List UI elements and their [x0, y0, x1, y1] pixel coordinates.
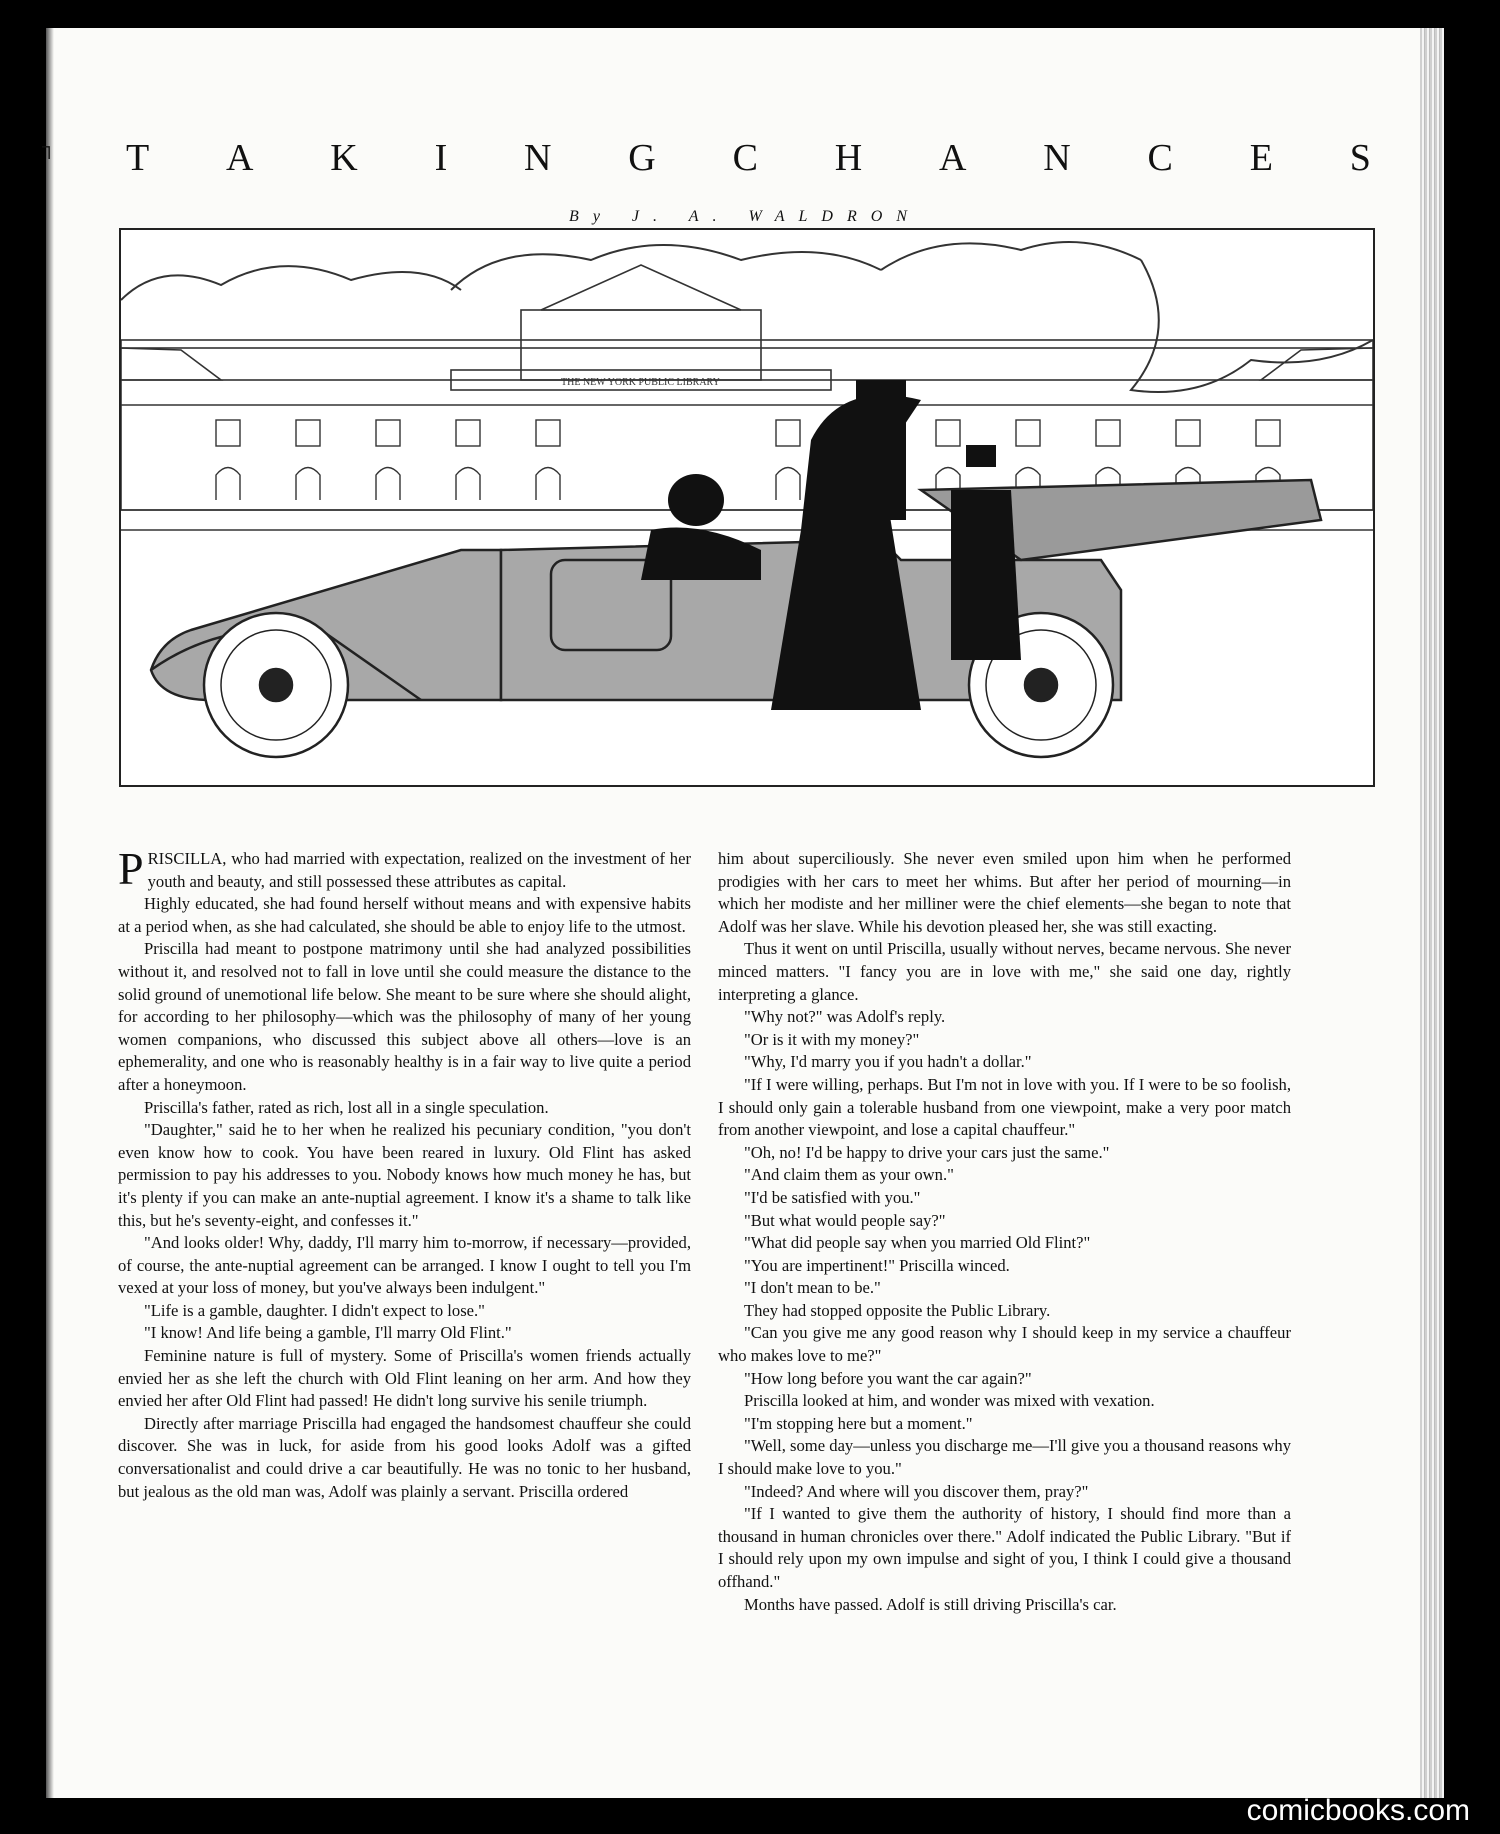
- article-paragraph: [718, 1051, 1291, 1074]
- window-upper: [1256, 420, 1280, 446]
- paragraph-text: "Why not?" was Adolf's reply.: [744, 1007, 946, 1027]
- title-letter: T: [126, 137, 150, 179]
- title-letter: G: [628, 137, 656, 179]
- window-arched: [376, 468, 400, 501]
- article-paragraph: [118, 1119, 691, 1232]
- article-paragraph: [718, 1029, 1291, 1052]
- magazine-page: [42, 28, 1444, 1798]
- article-paragraph: [718, 1142, 1291, 1165]
- article-paragraph: [118, 1345, 691, 1413]
- paragraph-text: RISCILLA, who had married with expectation, realized on the investment of her youth and beauty, and still possessed these attributes as capital.: [147, 849, 691, 891]
- window-upper: [456, 420, 480, 446]
- title-letter: N: [1043, 137, 1071, 179]
- window-upper: [536, 420, 560, 446]
- paragraph-text: "If I wanted to give them the authority of history, I should find more than a thousand in human chronicles over there." Adolf indicated the Public Library. "But if I should rely upon my own impulse and sight of you, I think I could give a thousand offhand.": [718, 1504, 1291, 1591]
- article-paragraph: [718, 1594, 1291, 1617]
- article-paragraph: [718, 1322, 1291, 1367]
- paragraph-text: Priscilla looked at him, and wonder was mixed with vexation.: [744, 1391, 1155, 1411]
- site-watermark: comicbooks.com: [1246, 1794, 1470, 1827]
- article-paragraph: [718, 1368, 1291, 1391]
- window-upper: [376, 420, 400, 446]
- paragraph-text: "I'm stopping here but a moment.": [744, 1413, 973, 1433]
- paragraph-text: him about superciliously. She never even smiled upon him when he performed prodigies with her cars to meet her whims. But after her period of mourning—in which her modiste and her milliner were the chief elements—she began to note that Adolf was her slave. While his devotion pleased her, she was still exacting.: [718, 849, 1291, 936]
- article-paragraph: [718, 1232, 1291, 1255]
- paragraph-text: "Life is a gamble, daughter. I didn't expect to lose.": [144, 1300, 485, 1320]
- window-arched: [456, 468, 480, 501]
- paragraph-text: Highly educated, she had found herself without means and with expensive habits at a period when, as she had calculated, she should be able to enjoy life to the utmost.: [118, 894, 691, 936]
- article-column-right: [718, 848, 1291, 1616]
- article-paragraph: [118, 1300, 691, 1323]
- drop-cap: P: [118, 843, 144, 894]
- window-upper: [1176, 420, 1200, 446]
- article-paragraph: [118, 1413, 691, 1503]
- paragraph-text: "But what would people say?": [744, 1210, 946, 1230]
- page-edge-stack: [1420, 28, 1444, 1798]
- paragraph-text: Priscilla's father, rated as rich, lost all in a single speculation.: [144, 1097, 549, 1117]
- window-upper: [296, 420, 320, 446]
- title-letter: A: [226, 137, 254, 179]
- paragraph-text: Thus it went on until Priscilla, usually without nerves, became nervous. She never minced matters. "I fancy you are in love with me," she said one day, rightly interpreting a glance.: [718, 939, 1291, 1004]
- article-paragraph: [718, 848, 1291, 938]
- title-letter: C: [1147, 137, 1173, 179]
- paragraph-text: "Can you give me any good reason why I should keep in my service a chauffeur who makes love to me?": [718, 1323, 1291, 1366]
- title-text: [126, 136, 1371, 180]
- paragraph-text: Priscilla had meant to postpone matrimony until she had analyzed possibilities without it, and resolved not to fall in love until she could measure the distance to the solid ground of unemotional life below. She meant to be sure where she should alight, for according to her philosophy—which was the philosophy of many of her young women companions, who discussed this subject above all others—love is an ephemerality, and one who is reasonably healthy is in a fair way to live quite a period after a honeymoon.: [118, 939, 691, 1094]
- paragraph-text: "Indeed? And where will you discover them, pray?": [744, 1481, 1089, 1501]
- paragraph-text: Directly after marriage Priscilla had engaged the handsomest chauffeur she could discover. She was in luck, for aside from his good looks Adolf was a gifted conversationalist and could drive a car beautifully. He was no tonic to her husband, but jealous as the old man was, Adolf was plainly a servant. Priscilla ordered: [118, 1413, 691, 1501]
- article-paragraph: [718, 1413, 1291, 1436]
- article-paragraph: [718, 1300, 1291, 1323]
- illustration-library-car: [119, 228, 1375, 787]
- article-paragraph: [118, 1097, 691, 1120]
- paragraph-text: "I don't mean to be.": [744, 1278, 881, 1298]
- title-letter: I: [434, 137, 448, 179]
- article-paragraph: [718, 1277, 1291, 1300]
- margin-mark: ┐: [42, 136, 57, 158]
- paragraph-text: Months have passed. Adolf is still driving Priscilla's car.: [744, 1594, 1117, 1614]
- paragraph-text: "How long before you want the car again?": [744, 1368, 1032, 1388]
- window-upper: [936, 420, 960, 446]
- article-paragraph: [718, 1255, 1291, 1278]
- paragraph-text: "What did people say when you married Old Flint?": [744, 1233, 1091, 1253]
- window-arched: [216, 468, 240, 501]
- paragraph-text: Feminine nature is full of mystery. Some of Priscilla's women friends actually envied her as she left the church with Old Flint leaning on her arm. And how they envied her after Old Flint had passed! He didn't long survive his senile triumph.: [118, 1346, 691, 1411]
- article-paragraph: [118, 938, 691, 1096]
- window-arched: [776, 468, 800, 501]
- title-letter: C: [732, 137, 758, 179]
- window-arched: [536, 468, 560, 501]
- article-paragraph: [718, 1503, 1291, 1593]
- gutter-shadow: [46, 28, 54, 1798]
- paragraph-text: "Daughter," said he to her when he realized his pecuniary condition, "you don't even know how to cook. You have been reared in luxury. Old Flint has asked permission to pay his addresses to you. Nobody knows how much money he has, but it's plenty if you can make an ante-nuptial agreement. I know it's a shame to talk like this, but he's seventy-eight, and confesses it.": [118, 1120, 691, 1230]
- paragraph-text: "Or is it with my money?": [744, 1029, 920, 1049]
- library-sign: THE NEW YORK PUBLIC LIBRARY: [561, 377, 720, 388]
- title-letter: A: [939, 137, 967, 179]
- paragraph-text: "I know! And life being a gamble, I'll marry Old Flint.": [144, 1323, 512, 1343]
- paragraph-text: "Well, some day—unless you discharge me—I'll give you a thousand reasons why I should make love to you.": [718, 1436, 1291, 1479]
- window-upper: [1016, 420, 1040, 446]
- article-paragraph: [718, 1435, 1291, 1480]
- window-arched: [296, 468, 320, 501]
- title-letter: H: [834, 137, 863, 179]
- article-title: [126, 136, 1371, 180]
- automobile: [151, 480, 1321, 757]
- paragraph-text: "Why, I'd marry you if you hadn't a dollar.": [744, 1052, 1032, 1072]
- article-byline: By J. A. WALDRON: [569, 208, 921, 225]
- title-letter: E: [1249, 137, 1273, 179]
- article-paragraph: [718, 938, 1291, 1006]
- article-paragraph: [718, 1006, 1291, 1029]
- paragraph-text: They had stopped opposite the Public Library.: [744, 1300, 1051, 1320]
- article-paragraph: [718, 1074, 1291, 1142]
- paragraph-text: "And looks older! Why, daddy, I'll marry him to-morrow, if necessary—provided, of course, the ante-nuptial agreement can be arranged. I know I ought to tell you I'm vexed at your loss of money, but you've always been indulgent.": [118, 1233, 691, 1298]
- article-paragraph: [718, 1164, 1291, 1187]
- window-upper: [776, 420, 800, 446]
- article-paragraph: [718, 1390, 1291, 1413]
- title-letter: K: [330, 137, 358, 179]
- paragraph-text: "And claim them as your own.": [744, 1165, 954, 1185]
- window-upper: [1096, 420, 1120, 446]
- paragraph-text: "Oh, no! I'd be happy to drive your cars just the same.": [744, 1142, 1110, 1162]
- window-upper: [216, 420, 240, 446]
- paragraph-text: "You are impertinent!" Priscilla winced.: [744, 1255, 1010, 1275]
- article-paragraph: [118, 1322, 691, 1345]
- article-paragraph: [118, 1232, 691, 1300]
- article-paragraph: [718, 1187, 1291, 1210]
- title-letter: S: [1349, 137, 1371, 179]
- article-paragraph: [718, 1210, 1291, 1233]
- title-letter: N: [524, 137, 552, 179]
- paragraph-text: "If I were willing, perhaps. But I'm not in love with you. If I were to be so foolish, I should only gain a tolerable husband from one viewpoint, make a very poor match from another viewpoint, and lose a capital chauffeur.": [718, 1074, 1291, 1140]
- article-paragraph: [118, 893, 691, 938]
- article-paragraph: [718, 1481, 1291, 1504]
- article-column-left: [118, 843, 691, 1503]
- paragraph-text: "I'd be satisfied with you.": [744, 1187, 921, 1207]
- article-paragraph: [118, 843, 691, 894]
